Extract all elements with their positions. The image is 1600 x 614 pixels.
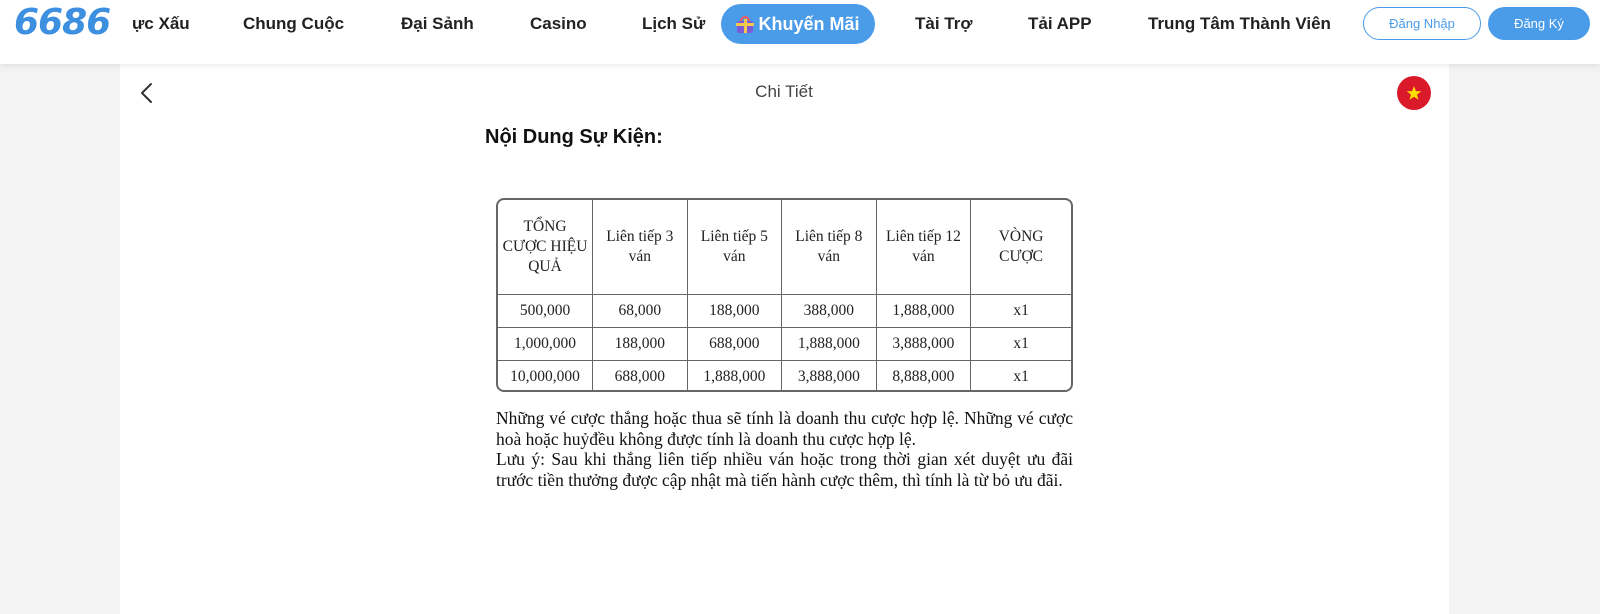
gift-icon: [736, 16, 754, 33]
table-cell: 388,000: [782, 294, 877, 327]
nav-item-partial[interactable]: ực Xấu: [132, 14, 190, 33]
chevron-left-icon[interactable]: [138, 82, 158, 104]
reward-table: [496, 198, 1073, 392]
table-cell: 10,000,000: [498, 360, 593, 392]
nav-item-khuyen-mai-label: Khuyến Mãi: [758, 13, 860, 34]
table-cell: 500,000: [498, 294, 593, 327]
table-header-row: [498, 200, 1071, 294]
table-cell: 188,000: [687, 294, 782, 327]
login-button[interactable]: Đăng Nhập: [1363, 7, 1481, 40]
table-cell: 1,000,000: [498, 327, 593, 360]
nav-item-casino[interactable]: Casino: [530, 14, 587, 33]
nav-item-tai-tro[interactable]: Tài Trợ: [915, 14, 973, 33]
site-logo[interactable]: 6686: [14, 2, 111, 43]
table-row: [498, 360, 1071, 392]
table-cell: 688,000: [593, 360, 688, 392]
vietnam-flag-icon[interactable]: [1397, 76, 1431, 110]
note-paragraph: Những vé cược thắng hoặc thua sẽ tính là doanh thu cược hợp lệ. Những vé cược hoà hoặc huỷđều không được tính là doanh thu cược hợp lệ.: [496, 408, 1073, 449]
table-cell: x1: [971, 294, 1071, 327]
note-paragraph: Lưu ý: Sau khi thắng liên tiếp nhiều ván hoặc trong thời gian xét duyệt ưu đãi trước tiền thưởng được cập nhật mà tiến hành cược thêm, thì tính là từ bỏ ưu đãi.: [496, 449, 1073, 490]
col-header-tong-cuoc: TỔNG CƯỢC HIỆU QUẢ: [498, 200, 593, 294]
table-cell: 1,888,000: [687, 360, 782, 392]
nav-item-chung-cuoc[interactable]: Chung Cuộc: [243, 14, 345, 33]
table-cell: 68,000: [593, 294, 688, 327]
col-header-lien-tiep-3: Liên tiếp 3 ván: [593, 200, 688, 294]
table-cell: 1,888,000: [876, 294, 971, 327]
table-cell: 688,000: [687, 327, 782, 360]
nav-item-khuyen-mai[interactable]: [721, 4, 875, 44]
table-cell: 188,000: [593, 327, 688, 360]
register-button[interactable]: Đăng Ký: [1488, 7, 1590, 40]
col-header-lien-tiep-5: Liên tiếp 5 ván: [687, 200, 782, 294]
table-cell: 1,888,000: [782, 327, 877, 360]
table-cell: x1: [971, 327, 1071, 360]
table-row: [498, 327, 1071, 360]
col-header-lien-tiep-8: Liên tiếp 8 ván: [782, 200, 877, 294]
table-cell: 3,888,000: [782, 360, 877, 392]
nav-item-tai-app[interactable]: Tải APP: [1028, 14, 1092, 33]
table-row: [498, 294, 1071, 327]
section-heading: Nội Dung Sự Kiện:: [485, 126, 663, 148]
nav-item-dai-sanh[interactable]: Đại Sảnh: [401, 14, 474, 33]
page-title: Chi Tiết: [755, 82, 813, 101]
nav-item-lich-su[interactable]: Lịch Sử: [642, 14, 706, 33]
col-header-lien-tiep-12: Liên tiếp 12 ván: [876, 200, 971, 294]
event-notes: [496, 408, 1073, 490]
top-navbar: [0, 0, 1600, 64]
table-cell: 8,888,000: [876, 360, 971, 392]
table-cell: 3,888,000: [876, 327, 971, 360]
table-cell: x1: [971, 360, 1071, 392]
nav-item-trung-tam-thanh-vien[interactable]: Trung Tâm Thành Viên: [1148, 14, 1331, 33]
col-header-vong-cuoc: VÒNG CƯỢC: [971, 200, 1071, 294]
